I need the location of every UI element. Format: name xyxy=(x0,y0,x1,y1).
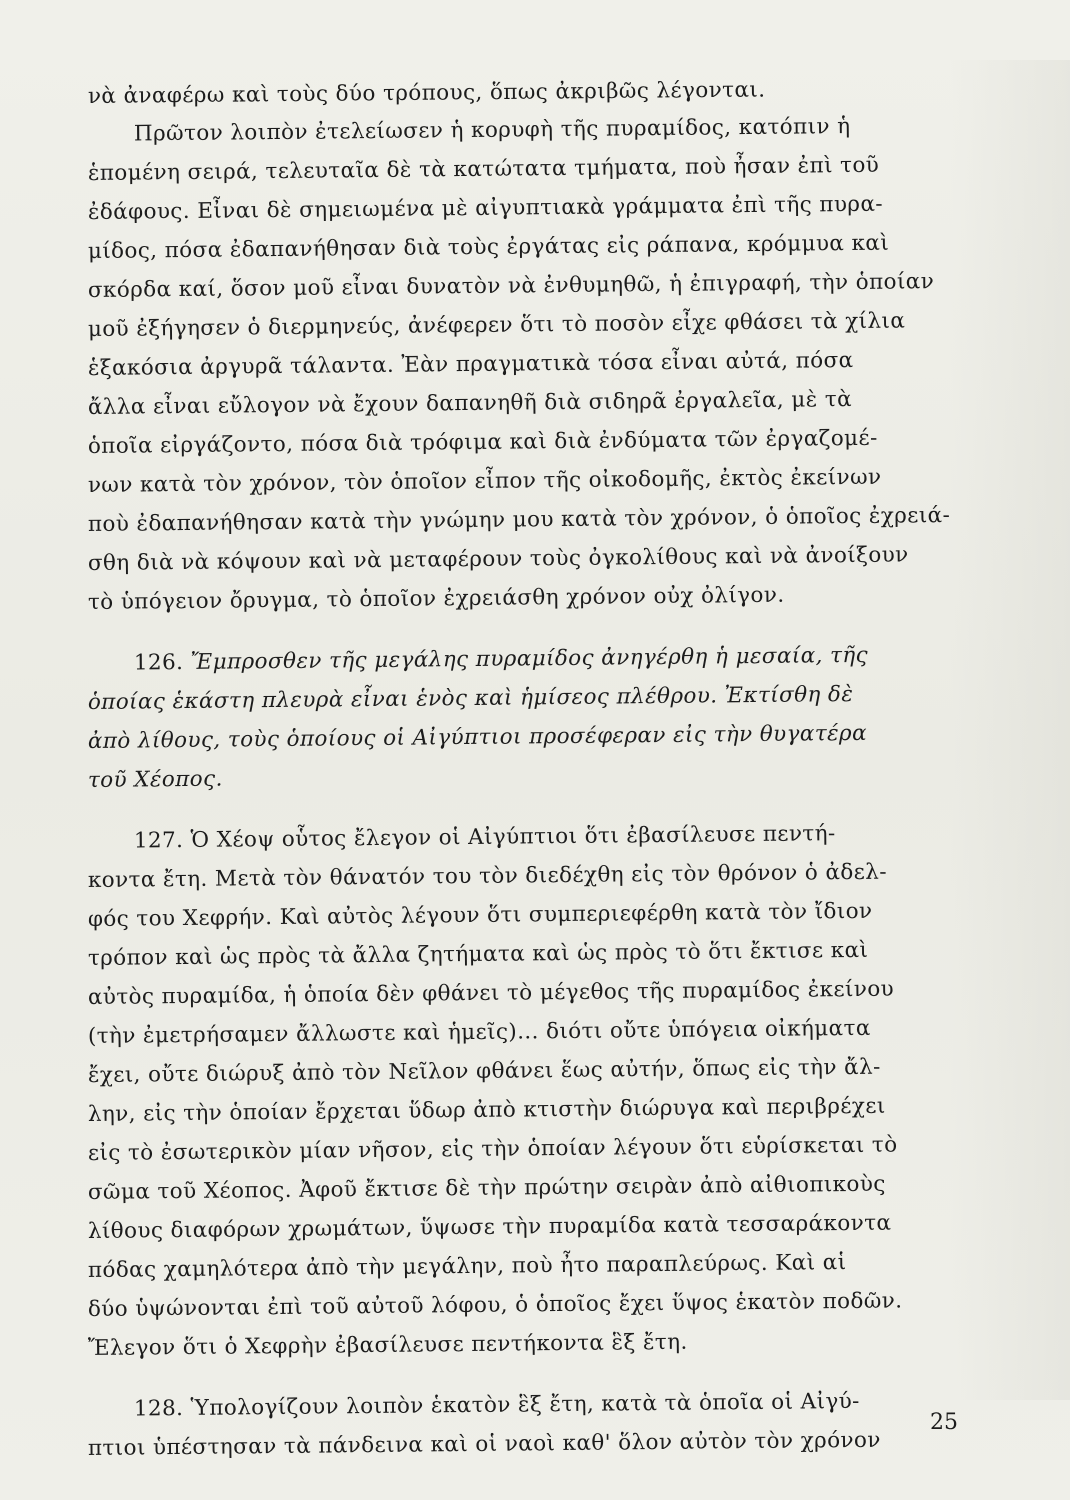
text-line: σθη διὰ νὰ κόψουν καὶ νὰ μεταφέρουν τοὺς ὀγκολίθους καὶ νὰ ἀνοίξουν xyxy=(87,542,909,576)
text-line: ἐδάφους. Εἶναι δὲ σημειωμένα μὲ αἰγυπτιακὰ γράμματα ἐπὶ τῆς πυρα- xyxy=(87,191,884,225)
text-line: τὸ ὑπόγειον ὄρυγμα, τὸ ὁποῖον ἐχρειάσθη χρόνον οὐχ ὀλίγον. xyxy=(87,582,785,615)
text-line: μοῦ ἐξήγησεν ὁ διερμηνεύς, ἀνέφερεν ὅτι τὸ ποσὸν εἶχε φθάσει τὰ χίλια xyxy=(87,308,906,342)
text-line: Ἔλεγον ὅτι ὁ Χεφρὴν ἐβασίλευσε πεντήκοντα ἓξ ἔτη. xyxy=(87,1329,688,1361)
text-line: ἑπομένη σειρά, τελευταῖα δὲ τὰ κατώτατα τμήματα, ποὺ ἦσαν ἐπὶ τοῦ xyxy=(87,152,880,186)
text-line: ἔχει, οὔτε διώρυξ ἀπὸ τὸν Νεῖλον φθάνει ἕως αὐτήν, ὅπως εἰς τὴν ἄλ- xyxy=(87,1054,881,1088)
text-line: μίδος, πόσα ἐδαπανήθησαν διὰ τοὺς ἐργάτας εἰς ράπανα, κρόμμυα καὶ xyxy=(87,230,890,264)
text-line: ἑξακόσια ἀργυρᾶ τάλαντα. Ἐὰν πραγματικὰ τόσα εἶναι αὐτά, πόσα xyxy=(87,347,854,381)
text-line: Πρῶτον λοιπὸν ἐτελείωσεν ἡ κορυφὴ τῆς πυραμίδος, κατόπιν ἡ xyxy=(133,114,851,147)
text-line: ὁποῖα εἰργάζοντο, πόσα διὰ τρόφιμα καὶ διὰ ἐνδύματα τῶν ἐργαζομέ- xyxy=(87,425,878,459)
section-number-127: 127. xyxy=(133,828,184,854)
text-line: σῶμα τοῦ Χέοπος. Ἀφοῦ ἔκτισε δὲ τὴν πρώτην σειρὰν ἀπὸ αἰθιοπικοὺς xyxy=(87,1171,886,1205)
page-shadow xyxy=(950,60,1070,1400)
text-line: ἄλλα εἶναι εὔλογον νὰ ἔχουν δαπανηθῆ διὰ σιδηρᾶ ἐργαλεῖα, μὲ τὰ xyxy=(87,386,853,420)
text-line: κοντα ἔτη. Μετὰ τὸν θάνατόν του τὸν διεδέχθη εἰς τὸν θρόνον ὁ ἀδελ- xyxy=(87,859,888,893)
section-128-line: 128. Ὑπολογίζουν λοιπὸν ἑκατὸν ἓξ ἔτη, κατὰ τὰ ὁποῖα οἱ Αἰγύ- xyxy=(133,1388,860,1422)
text-line: εἰς τὸ ἐσωτερικὸν μίαν νῆσον, εἰς τὴν ὁποίαν λέγουν ὅτι εὑρίσκεται τὸ xyxy=(87,1132,898,1166)
text-line: πόδας χαμηλότερα ἀπὸ τὴν μεγάλην, ποὺ ἦτο παραπλεύρως. Καὶ αἱ xyxy=(87,1250,847,1283)
page-number: 25 xyxy=(930,1410,958,1435)
text-line: δύο ὑψώνονται ἐπὶ τοῦ αὐτοῦ λόφου, ὁ ὁποῖος ἔχει ὕψος ἑκατὸν ποδῶν. xyxy=(87,1288,903,1322)
text-line: τοῦ Χέοπος. xyxy=(87,766,223,793)
section-number-128: 128. xyxy=(133,1396,184,1422)
text-line: ποὺ ἐδαπανήθησαν κατὰ τὴν γνώμην μου κατὰ τὸν χρόνον, ὁ ὁποῖος ἐχρειά- xyxy=(87,502,951,537)
text-line: τρόπον καὶ ὡς πρὸς τὰ ἄλλα ζητήματα καὶ ὡς πρὸς τὸ ὅτι ἔκτισε καὶ xyxy=(87,937,869,971)
text-line: φός του Χεφρήν. Καὶ αὐτὸς λέγουν ὅτι συμπεριεφέρθη κατὰ τὸν ἴδιον xyxy=(87,898,873,932)
text-line: σκόρδα καί, ὅσον μοῦ εἶναι δυνατὸν νὰ ἐνθυμηθῶ, ἡ ἐπιγραφή, τὴν ὁποίαν xyxy=(87,269,935,303)
text-line: (τὴν ἐμετρήσαμεν ἄλλωστε καὶ ἡμεῖς)... διότι οὔτε ὑπόγεια οἰκήματα xyxy=(87,1015,871,1049)
text-line: ἀπὸ λίθους, τοὺς ὁποίους οἱ Αἰγύπτιοι προσέφεραν εἰς τὴν θυγατέρα xyxy=(87,720,868,754)
section-126-line: 126. Ἔμπροσθεν τῆς μεγάλης πυραμίδος ἀνηγέρθη ἡ μεσαία, τῆς xyxy=(133,642,869,676)
text-line: αὐτὸς πυραμίδα, ἡ ὁποία δὲν φθάνει τὸ μέγεθος τῆς πυραμίδος ἐκείνου xyxy=(87,976,895,1010)
text-line: νὰ ἀναφέρω καὶ τοὺς δύο τρόπους, ὅπως ἀκριβῶς λέγονται. xyxy=(87,77,766,109)
text-line: πτιοι ὑπέστησαν τὰ πάνδεινα καὶ οἱ ναοὶ καθ' ὅλον αὐτὸν τὸν χρόνον xyxy=(87,1427,881,1461)
section-127-line: 127. Ὁ Χέοψ οὗτος ἔλεγον οἱ Αἰγύπτιοι ὅτι ἐβασίλευσε πεντή- xyxy=(133,821,836,854)
text-line: νων κατὰ τὸν χρόνον, τὸν ὁποῖον εἶπον τῆς οἰκοδομῆς, ἐκτὸς ἐκείνων xyxy=(87,464,882,498)
text-line: ὁποίας ἑκάστη πλευρὰ εἶναι ἑνὸς καὶ ἡμίσεος πλέθρου. Ἐκτίσθη δὲ xyxy=(87,681,854,715)
text-line: λίθους διαφόρων χρωμάτων, ὕψωσε τὴν πυραμίδα κατὰ τεσσαράκοντα xyxy=(87,1210,892,1244)
section-number-126: 126. xyxy=(133,650,184,676)
text-line: λην, εἰς τὴν ὁποίαν ἔρχεται ὕδωρ ἀπὸ κτιστὴν διώρυγα καὶ περιβρέχει xyxy=(87,1093,886,1127)
